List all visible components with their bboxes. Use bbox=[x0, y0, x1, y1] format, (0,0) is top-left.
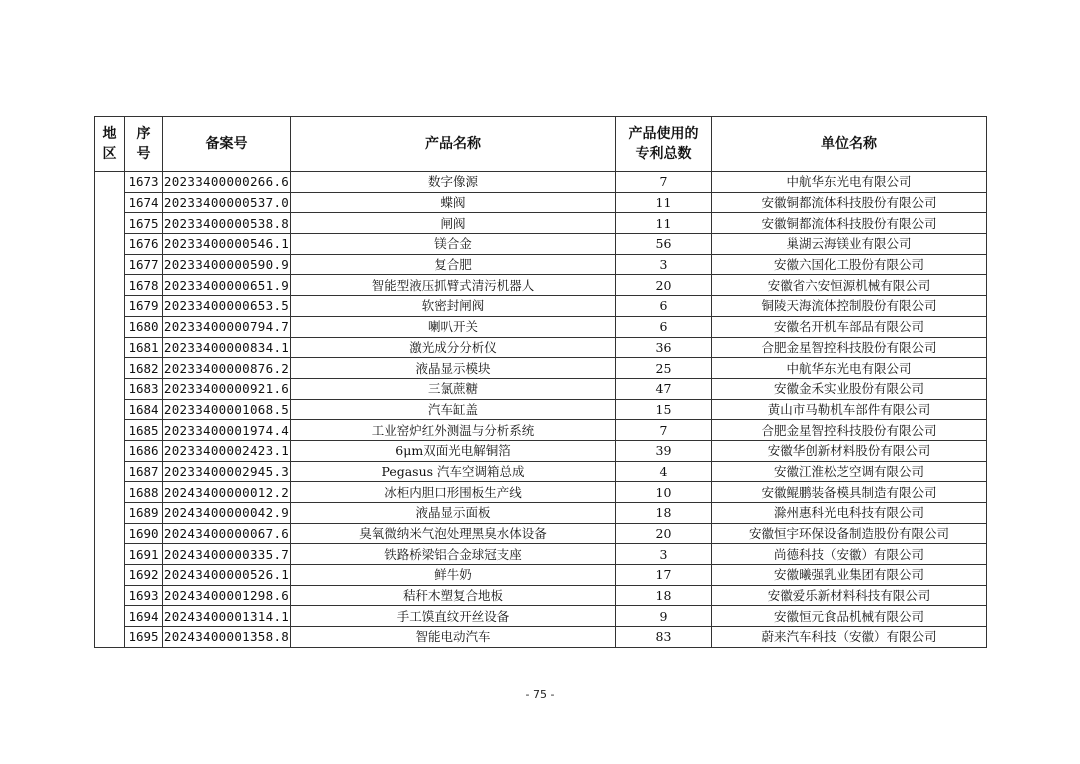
cell-seq: 1674 bbox=[125, 192, 163, 213]
cell-company: 安徽华创新材料股份有限公司 bbox=[712, 440, 987, 461]
cell-company: 安徽金禾实业股份有限公司 bbox=[712, 378, 987, 399]
cell-product: 工业窑炉红外测温与分析系统 bbox=[291, 420, 616, 441]
cell-product: 镁合金 bbox=[291, 234, 616, 255]
cell-seq: 1684 bbox=[125, 399, 163, 420]
cell-company: 安徽恒宇环保设备制造股份有限公司 bbox=[712, 523, 987, 544]
cell-seq: 1685 bbox=[125, 420, 163, 441]
cell-filing: 20233400000834.1 bbox=[163, 337, 291, 358]
cell-product: 冰柜内胆口形围板生产线 bbox=[291, 482, 616, 503]
table-row bbox=[95, 523, 987, 544]
table-row bbox=[95, 172, 987, 193]
cell-filing: 20243400001298.6 bbox=[163, 585, 291, 606]
cell-product: 汽车缸盖 bbox=[291, 399, 616, 420]
cell-product: 液晶显示面板 bbox=[291, 503, 616, 524]
cell-company: 安徽六国化工股份有限公司 bbox=[712, 254, 987, 275]
header-seq: 序号 bbox=[125, 117, 163, 172]
cell-seq: 1678 bbox=[125, 275, 163, 296]
cell-filing: 20243400000335.7 bbox=[163, 544, 291, 565]
cell-patents: 11 bbox=[616, 213, 712, 234]
table-row bbox=[95, 461, 987, 482]
cell-patents: 9 bbox=[616, 606, 712, 627]
cell-filing: 20243400000526.1 bbox=[163, 565, 291, 586]
table-row bbox=[95, 213, 987, 234]
cell-patents: 18 bbox=[616, 585, 712, 606]
cell-patents: 20 bbox=[616, 523, 712, 544]
cell-company: 蔚来汽车科技（安徽）有限公司 bbox=[712, 627, 987, 648]
cell-patents: 47 bbox=[616, 378, 712, 399]
table-row bbox=[95, 627, 987, 648]
cell-patents: 10 bbox=[616, 482, 712, 503]
cell-filing: 20233400000653.5 bbox=[163, 296, 291, 317]
cell-product: 智能型液压抓臂式清污机器人 bbox=[291, 275, 616, 296]
cell-seq: 1689 bbox=[125, 503, 163, 524]
header-product: 产品名称 bbox=[291, 117, 616, 172]
cell-company: 安徽江淮松芝空调有限公司 bbox=[712, 461, 987, 482]
table-row bbox=[95, 378, 987, 399]
cell-seq: 1680 bbox=[125, 316, 163, 337]
cell-patents: 7 bbox=[616, 172, 712, 193]
cell-seq: 1681 bbox=[125, 337, 163, 358]
cell-product: 铁路桥梁铝合金球冠支座 bbox=[291, 544, 616, 565]
cell-company: 安徽爱乐新材料科技有限公司 bbox=[712, 585, 987, 606]
header-filing-no: 备案号 bbox=[163, 117, 291, 172]
cell-filing: 20233400000538.8 bbox=[163, 213, 291, 234]
cell-product: 数字像源 bbox=[291, 172, 616, 193]
cell-filing: 20233400000537.0 bbox=[163, 192, 291, 213]
cell-filing: 20243400000067.6 bbox=[163, 523, 291, 544]
cell-region bbox=[95, 172, 125, 648]
page-number: - 75 - bbox=[525, 688, 555, 701]
table-row bbox=[95, 358, 987, 379]
cell-seq: 1692 bbox=[125, 565, 163, 586]
cell-filing: 20233400000590.9 bbox=[163, 254, 291, 275]
table-header-row bbox=[95, 117, 987, 172]
cell-seq: 1677 bbox=[125, 254, 163, 275]
cell-patents: 11 bbox=[616, 192, 712, 213]
cell-product: 鲜牛奶 bbox=[291, 565, 616, 586]
cell-company: 安徽铜都流体科技股份有限公司 bbox=[712, 213, 987, 234]
cell-patents: 39 bbox=[616, 440, 712, 461]
cell-filing: 20233400000651.9 bbox=[163, 275, 291, 296]
cell-company: 尚德科技（安徽）有限公司 bbox=[712, 544, 987, 565]
table-row bbox=[95, 420, 987, 441]
cell-seq: 1687 bbox=[125, 461, 163, 482]
cell-seq: 1679 bbox=[125, 296, 163, 317]
table-row bbox=[95, 544, 987, 565]
cell-product: 液晶显示模块 bbox=[291, 358, 616, 379]
cell-filing: 20233400000546.1 bbox=[163, 234, 291, 255]
cell-filing: 20233400002945.3 bbox=[163, 461, 291, 482]
cell-filing: 20233400000794.7 bbox=[163, 316, 291, 337]
cell-company: 合肥金星智控科技股份有限公司 bbox=[712, 420, 987, 441]
cell-seq: 1690 bbox=[125, 523, 163, 544]
cell-seq: 1683 bbox=[125, 378, 163, 399]
cell-filing: 20243400000012.2 bbox=[163, 482, 291, 503]
cell-filing: 20233400001068.5 bbox=[163, 399, 291, 420]
cell-company: 巢湖云海镁业有限公司 bbox=[712, 234, 987, 255]
header-patents: 产品使用的专利总数 bbox=[616, 117, 712, 172]
cell-company: 合肥金星智控科技股份有限公司 bbox=[712, 337, 987, 358]
cell-filing: 20233400000876.2 bbox=[163, 358, 291, 379]
cell-filing: 20243400000042.9 bbox=[163, 503, 291, 524]
cell-seq: 1676 bbox=[125, 234, 163, 255]
cell-seq: 1682 bbox=[125, 358, 163, 379]
cell-company: 安徽铜都流体科技股份有限公司 bbox=[712, 192, 987, 213]
cell-product: 智能电动汽车 bbox=[291, 627, 616, 648]
cell-company: 安徽名开机车部品有限公司 bbox=[712, 316, 987, 337]
cell-patents: 7 bbox=[616, 420, 712, 441]
table-row bbox=[95, 296, 987, 317]
cell-patents: 4 bbox=[616, 461, 712, 482]
cell-product: 复合肥 bbox=[291, 254, 616, 275]
cell-seq: 1688 bbox=[125, 482, 163, 503]
cell-filing: 20233400002423.1 bbox=[163, 440, 291, 461]
cell-filing: 20233400000266.6 bbox=[163, 172, 291, 193]
table-body bbox=[95, 172, 987, 648]
table-row bbox=[95, 192, 987, 213]
cell-product: 喇叭开关 bbox=[291, 316, 616, 337]
cell-product: Pegasus 汽车空调箱总成 bbox=[291, 461, 616, 482]
table-row bbox=[95, 440, 987, 461]
cell-product: 闸阀 bbox=[291, 213, 616, 234]
table-row bbox=[95, 565, 987, 586]
cell-company: 黄山市马勒机车部件有限公司 bbox=[712, 399, 987, 420]
cell-company: 滁州惠科光电科技有限公司 bbox=[712, 503, 987, 524]
cell-seq: 1694 bbox=[125, 606, 163, 627]
table-row bbox=[95, 503, 987, 524]
cell-seq: 1691 bbox=[125, 544, 163, 565]
cell-patents: 20 bbox=[616, 275, 712, 296]
table-row bbox=[95, 337, 987, 358]
cell-company: 中航华东光电有限公司 bbox=[712, 358, 987, 379]
cell-patents: 6 bbox=[616, 316, 712, 337]
cell-company: 安徽省六安恒源机械有限公司 bbox=[712, 275, 987, 296]
cell-seq: 1686 bbox=[125, 440, 163, 461]
cell-company: 中航华东光电有限公司 bbox=[712, 172, 987, 193]
cell-patents: 17 bbox=[616, 565, 712, 586]
cell-patents: 18 bbox=[616, 503, 712, 524]
cell-product: 蝶阀 bbox=[291, 192, 616, 213]
cell-product: 激光成分分析仪 bbox=[291, 337, 616, 358]
cell-seq: 1673 bbox=[125, 172, 163, 193]
cell-patents: 6 bbox=[616, 296, 712, 317]
cell-product: 三氯蔗糖 bbox=[291, 378, 616, 399]
cell-product: 臭氧微纳米气泡处理黑臭水体设备 bbox=[291, 523, 616, 544]
cell-company: 安徽恒元食品机械有限公司 bbox=[712, 606, 987, 627]
cell-seq: 1675 bbox=[125, 213, 163, 234]
cell-patents: 3 bbox=[616, 254, 712, 275]
cell-product: 秸秆木塑复合地板 bbox=[291, 585, 616, 606]
patent-product-table bbox=[94, 116, 987, 648]
table-row bbox=[95, 606, 987, 627]
table-row bbox=[95, 234, 987, 255]
cell-filing: 20243400001358.8 bbox=[163, 627, 291, 648]
header-company: 单位名称 bbox=[712, 117, 987, 172]
cell-product: 手工馍直纹开丝设备 bbox=[291, 606, 616, 627]
cell-company: 安徽曦强乳业集团有限公司 bbox=[712, 565, 987, 586]
cell-product: 软密封闸阀 bbox=[291, 296, 616, 317]
cell-product: 6μm双面光电解铜箔 bbox=[291, 440, 616, 461]
cell-company: 铜陵天海流体控制股份有限公司 bbox=[712, 296, 987, 317]
header-region: 地区 bbox=[95, 117, 125, 172]
cell-patents: 3 bbox=[616, 544, 712, 565]
cell-patents: 83 bbox=[616, 627, 712, 648]
cell-seq: 1695 bbox=[125, 627, 163, 648]
table-row bbox=[95, 482, 987, 503]
cell-patents: 56 bbox=[616, 234, 712, 255]
cell-company: 安徽鲲鹏装备模具制造有限公司 bbox=[712, 482, 987, 503]
cell-filing: 20233400000921.6 bbox=[163, 378, 291, 399]
table-row bbox=[95, 585, 987, 606]
cell-filing: 20243400001314.1 bbox=[163, 606, 291, 627]
table-row bbox=[95, 399, 987, 420]
table-row bbox=[95, 254, 987, 275]
cell-filing: 20233400001974.4 bbox=[163, 420, 291, 441]
table-row bbox=[95, 275, 987, 296]
table-row bbox=[95, 316, 987, 337]
cell-seq: 1693 bbox=[125, 585, 163, 606]
cell-patents: 36 bbox=[616, 337, 712, 358]
cell-patents: 25 bbox=[616, 358, 712, 379]
cell-patents: 15 bbox=[616, 399, 712, 420]
